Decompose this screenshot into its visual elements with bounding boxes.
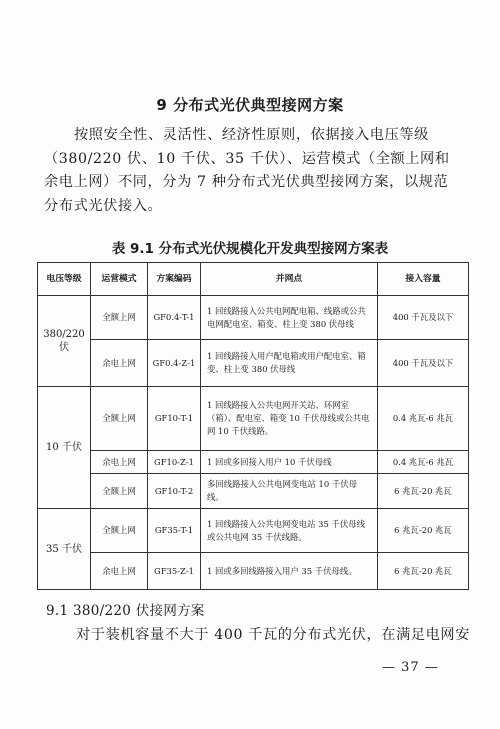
capacity-cell: 6 兆瓦-20 兆瓦 (378, 509, 469, 553)
code-cell: GF10-Z-1 (148, 451, 201, 474)
mode-cell: 余电上网 (91, 340, 148, 387)
table-row (38, 451, 469, 474)
code-cell: GF10-T-1 (148, 387, 201, 451)
capacity-cell: 400 千瓦及以下 (378, 296, 469, 340)
intro-paragraph-text: 按照安全性、灵活性、经济性原则，依据接入电压等级（380/220 伏、10 千伏、35 千伏）、运营模式（全额上网和余电上网）不同，分为 7 种分布式光伏典型接网方案，以规范分布式光伏接入。 (44, 127, 450, 214)
code-cell: GF35-T-1 (148, 509, 201, 553)
mode-cell: 余电上网 (91, 553, 148, 590)
point-cell: 1 回或多回接入用户 10 千伏母线 (201, 451, 378, 474)
point-cell: 1 回线路接入公共电网开关站、环网室（箱）、配电室、箱变 10 千伏母线或公共电网 10 千伏线路。 (201, 387, 378, 451)
capacity-cell: 0.4 兆瓦-6 兆瓦 (378, 451, 469, 474)
code-cell: GF0.4-T-1 (148, 296, 201, 340)
header-voltage: 电压等级 (38, 263, 91, 296)
intro-paragraph (44, 124, 462, 218)
table-row (38, 387, 469, 451)
code-cell: GF0.4-Z-1 (148, 340, 201, 387)
point-cell: 1 回线路接入公共电网配电箱、线路或公共电网配电室、箱变、柱上变 380 伏母线 (201, 296, 378, 340)
mode-cell: 全额上网 (91, 509, 148, 553)
point-cell: 1 回线路接入公共电网变电站 35 千伏母线或公共电网 35 千伏线路。 (201, 509, 378, 553)
table-row (38, 340, 469, 387)
capacity-cell: 400 千瓦及以下 (378, 340, 469, 387)
voltage-cell: 35 千伏 (38, 509, 91, 590)
code-cell: GF10-T-2 (148, 474, 201, 509)
body-paragraph: 对于装机容量不大于 400 千瓦的分布式光伏，在满足电网安 (76, 627, 471, 643)
page-number: — 37 — (382, 660, 439, 675)
point-cell: 1 回线路接入用户配电箱或用户配电室、箱变、柱上变 380 伏母线 (201, 340, 378, 387)
mode-cell: 余电上网 (91, 451, 148, 474)
mode-cell: 全额上网 (91, 296, 148, 340)
header-mode: 运营模式 (91, 263, 148, 296)
header-code: 方案编码 (148, 263, 201, 296)
voltage-cell: 10 千伏 (38, 387, 91, 509)
header-capacity: 接入容量 (378, 263, 469, 296)
mode-cell: 全额上网 (91, 474, 148, 509)
capacity-cell: 6 兆瓦-20 兆瓦 (378, 553, 469, 590)
point-cell: 多回线路接入公共电网变电站 10 千伏母线。 (201, 474, 378, 509)
table-row (38, 474, 469, 509)
voltage-cell: 380/220 伏 (38, 296, 91, 387)
header-point: 并网点 (201, 263, 378, 296)
table-row (38, 296, 469, 340)
scheme-table (37, 262, 469, 590)
section-title: 9 分布式光伏典型接网方案 (156, 96, 344, 114)
subsection-title: 9.1 380/220 伏接网方案 (46, 603, 205, 619)
table-title: 表 9.1 分布式光伏规模化开发典型接网方案表 (111, 241, 389, 257)
table-row (38, 553, 469, 590)
table-header-row (38, 263, 469, 296)
capacity-cell: 0.4 兆瓦-6 兆瓦 (378, 387, 469, 451)
point-cell: 1 回或多回线路接入用户 35 千伏母线。 (201, 553, 378, 590)
mode-cell: 全额上网 (91, 387, 148, 451)
capacity-cell: 6 兆瓦-20 兆瓦 (378, 474, 469, 509)
code-cell: GF35-Z-1 (148, 553, 201, 590)
table-row (38, 509, 469, 553)
